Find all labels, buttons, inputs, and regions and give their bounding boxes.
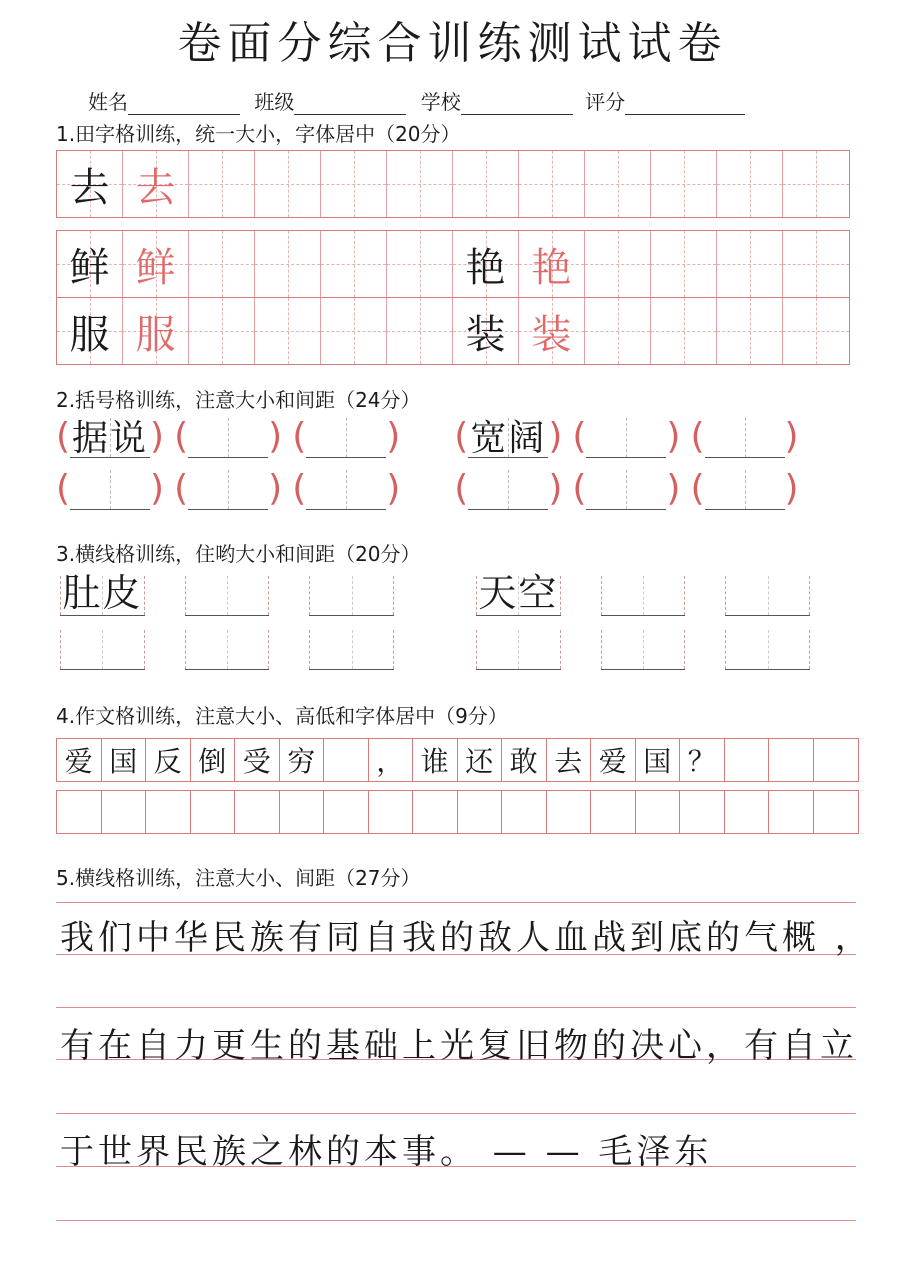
student-info bbox=[88, 86, 745, 115]
composition-cell[interactable] bbox=[591, 791, 636, 833]
close-paren: ) bbox=[150, 415, 165, 457]
hline-row bbox=[60, 572, 850, 616]
tianzige-cell[interactable] bbox=[519, 151, 585, 217]
bracket-cell[interactable] bbox=[572, 414, 680, 458]
practice-character: 艳 bbox=[531, 244, 572, 291]
tianzige-cell[interactable] bbox=[717, 298, 783, 364]
hline-cell[interactable] bbox=[476, 626, 561, 670]
tianzige-cell[interactable] bbox=[321, 298, 387, 364]
hline-cell[interactable] bbox=[309, 626, 394, 670]
tianzige-cell[interactable] bbox=[321, 151, 387, 217]
tianzige-cell[interactable] bbox=[783, 298, 849, 364]
composition-cell[interactable] bbox=[680, 791, 725, 833]
tianzige-cell[interactable] bbox=[651, 151, 717, 217]
open-paren: ( bbox=[690, 415, 705, 457]
close-paren: ) bbox=[386, 467, 401, 509]
open-paren: ( bbox=[292, 415, 307, 457]
tianzige-cell[interactable] bbox=[453, 298, 519, 364]
hline-cell[interactable] bbox=[185, 572, 270, 616]
practice-character: 服 bbox=[69, 311, 110, 358]
tianzige-grid-1 bbox=[56, 150, 850, 218]
practice-character: 装 bbox=[531, 311, 572, 358]
tianzige-cell[interactable] bbox=[189, 231, 255, 297]
bracket-cell[interactable] bbox=[292, 466, 400, 510]
bracket-word: 宽阔 bbox=[470, 418, 547, 459]
tianzige-cell[interactable] bbox=[453, 151, 519, 217]
tianzige-cell[interactable] bbox=[651, 298, 717, 364]
bracket-box bbox=[188, 414, 268, 458]
practice-character: 艳 bbox=[465, 244, 506, 291]
name-field[interactable] bbox=[128, 90, 240, 115]
tianzige-cell[interactable] bbox=[783, 151, 849, 217]
tianzige-cell[interactable] bbox=[57, 151, 123, 217]
class-label: 班级 bbox=[254, 90, 295, 114]
tianzige-cell[interactable] bbox=[453, 231, 519, 297]
bracket-cell[interactable] bbox=[454, 466, 562, 510]
tianzige-cell[interactable] bbox=[321, 231, 387, 297]
bracket-box bbox=[468, 414, 548, 458]
bracket-cell[interactable] bbox=[56, 466, 164, 510]
tianzige-cell[interactable] bbox=[189, 151, 255, 217]
close-paren: ) bbox=[150, 467, 165, 509]
composition-grid-row-1 bbox=[56, 738, 859, 782]
essay-line bbox=[56, 1220, 856, 1221]
composition-cell[interactable]: 反 bbox=[146, 739, 191, 781]
section-4-heading: 4.作文格训练，注意大小、高低和字体居中（9分） bbox=[56, 704, 508, 728]
composition-cell[interactable]: 倒 bbox=[191, 739, 236, 781]
composition-cell[interactable]: 国 bbox=[636, 739, 681, 781]
composition-cell[interactable] bbox=[725, 739, 770, 781]
close-paren: ) bbox=[666, 415, 681, 457]
close-paren: ) bbox=[666, 467, 681, 509]
bracket-box bbox=[586, 414, 666, 458]
composition-cell[interactable] bbox=[146, 791, 191, 833]
composition-cell[interactable]: 爱 bbox=[591, 739, 636, 781]
bracket-word: 据说 bbox=[72, 418, 149, 459]
practice-character: 服 bbox=[135, 311, 176, 358]
bracket-box bbox=[306, 414, 386, 458]
tianzige-cell[interactable] bbox=[57, 231, 123, 297]
bracket-box bbox=[306, 466, 386, 510]
open-paren: ( bbox=[572, 415, 587, 457]
hline-word: 肚皮 bbox=[62, 571, 143, 615]
composition-cell[interactable]: 受 bbox=[235, 739, 280, 781]
tianzige-cell[interactable] bbox=[387, 151, 453, 217]
bracket-box bbox=[468, 466, 548, 510]
open-paren: ( bbox=[174, 415, 189, 457]
composition-cell[interactable] bbox=[324, 791, 369, 833]
composition-cell[interactable] bbox=[102, 791, 147, 833]
school-field[interactable] bbox=[461, 90, 573, 115]
tianzige-cell[interactable] bbox=[783, 231, 849, 297]
essay-line-2: 有在自力更生的基础上光复旧物的决心，有自立 bbox=[60, 1026, 858, 1066]
section-5-heading: 5.横线格训练，注意大小、间距（27分） bbox=[56, 866, 421, 890]
composition-cell[interactable]: 国 bbox=[102, 739, 147, 781]
composition-cell[interactable]: 谁 bbox=[413, 739, 458, 781]
close-paren: ) bbox=[548, 415, 563, 457]
tianzige-cell[interactable] bbox=[717, 231, 783, 297]
practice-character: 鲜 bbox=[135, 244, 176, 291]
open-paren: ( bbox=[454, 415, 469, 457]
hline-cell[interactable] bbox=[725, 626, 810, 670]
composition-cell[interactable] bbox=[636, 791, 681, 833]
composition-cell[interactable]: 去 bbox=[547, 739, 592, 781]
composition-cell[interactable] bbox=[413, 791, 458, 833]
composition-cell[interactable] bbox=[280, 791, 325, 833]
tianzige-cell[interactable] bbox=[123, 151, 189, 217]
open-paren: ( bbox=[454, 467, 469, 509]
tianzige-cell[interactable] bbox=[585, 151, 651, 217]
practice-character: 装 bbox=[465, 311, 506, 358]
open-paren: ( bbox=[690, 467, 705, 509]
class-field[interactable] bbox=[294, 90, 406, 115]
composition-cell[interactable] bbox=[502, 791, 547, 833]
composition-cell[interactable]: 还 bbox=[458, 739, 503, 781]
tianzige-grid-2 bbox=[56, 230, 850, 365]
essay-line bbox=[56, 1113, 856, 1114]
composition-cell[interactable]: ， bbox=[369, 739, 414, 781]
essay-line bbox=[56, 1007, 856, 1008]
name-label: 姓名 bbox=[88, 90, 128, 114]
bracket-cell[interactable] bbox=[690, 466, 798, 510]
tianzige-cell[interactable] bbox=[519, 231, 585, 297]
open-paren: ( bbox=[292, 467, 307, 509]
bracket-grid bbox=[56, 414, 856, 518]
close-paren: ) bbox=[268, 415, 283, 457]
score-field[interactable] bbox=[625, 90, 745, 115]
tianzige-cell[interactable] bbox=[585, 231, 651, 297]
composition-cell[interactable] bbox=[725, 791, 770, 833]
composition-cell[interactable] bbox=[57, 791, 102, 833]
composition-cell[interactable]: 穷 bbox=[280, 739, 325, 781]
hline-cell[interactable] bbox=[476, 572, 561, 616]
open-paren: ( bbox=[572, 467, 587, 509]
composition-cell[interactable]: 爱 bbox=[57, 739, 102, 781]
tianzige-cell[interactable] bbox=[123, 231, 189, 297]
composition-cell[interactable] bbox=[769, 791, 814, 833]
hline-word: 天空 bbox=[478, 571, 559, 615]
composition-cell[interactable] bbox=[458, 791, 503, 833]
composition-cell[interactable] bbox=[547, 791, 592, 833]
hline-cell[interactable] bbox=[185, 626, 270, 670]
tianzige-cell[interactable] bbox=[387, 298, 453, 364]
composition-cell[interactable] bbox=[814, 791, 859, 833]
tianzige-cell[interactable] bbox=[189, 298, 255, 364]
section-3-heading: 3.横线格训练，住哟大小和间距（20分） bbox=[56, 542, 421, 566]
section-1-heading: 1.田字格训练，统一大小，字体居中（20分） bbox=[56, 122, 461, 146]
bracket-row bbox=[56, 466, 856, 510]
tianzige-cell[interactable] bbox=[387, 231, 453, 297]
open-paren: ( bbox=[174, 467, 189, 509]
score-label: 评分 bbox=[585, 90, 626, 114]
hline-cell[interactable] bbox=[725, 572, 810, 616]
tianzige-cell[interactable] bbox=[255, 231, 321, 297]
bracket-box bbox=[188, 466, 268, 510]
bracket-row bbox=[56, 414, 856, 458]
composition-cell[interactable] bbox=[191, 791, 236, 833]
bracket-cell[interactable] bbox=[56, 414, 164, 458]
close-paren: ) bbox=[784, 415, 799, 457]
bracket-box bbox=[705, 414, 785, 458]
composition-cell[interactable]: 敢 bbox=[502, 739, 547, 781]
bracket-box bbox=[70, 466, 150, 510]
essay-line-3: 于世界民族之林的本事。 — — 毛泽东 bbox=[60, 1132, 713, 1172]
bracket-cell[interactable] bbox=[292, 414, 400, 458]
essay-line-1: 我们中华民族有同自我的敌人血战到底的气概 ， bbox=[60, 918, 873, 958]
practice-character: 去 bbox=[135, 164, 176, 211]
open-paren: ( bbox=[56, 467, 71, 509]
hline-cell[interactable] bbox=[601, 626, 686, 670]
hline-cell[interactable] bbox=[60, 626, 145, 670]
practice-character: 去 bbox=[69, 164, 110, 211]
tianzige-cell[interactable] bbox=[255, 298, 321, 364]
hline-row bbox=[60, 626, 850, 670]
bracket-box bbox=[70, 414, 150, 458]
tianzige-cell[interactable] bbox=[519, 298, 585, 364]
hline-cell[interactable] bbox=[60, 572, 145, 616]
close-paren: ) bbox=[386, 415, 401, 457]
school-label: 学校 bbox=[420, 90, 461, 114]
hline-cell[interactable] bbox=[601, 572, 686, 616]
composition-cell[interactable] bbox=[769, 739, 814, 781]
page-title: 卷面分综合训练测试试卷 bbox=[177, 18, 728, 69]
tianzige-cell[interactable] bbox=[123, 298, 189, 364]
hline-cell[interactable] bbox=[309, 572, 394, 616]
practice-character: 鲜 bbox=[69, 244, 110, 291]
tianzige-cell[interactable] bbox=[255, 151, 321, 217]
close-paren: ) bbox=[548, 467, 563, 509]
tianzige-cell[interactable] bbox=[585, 298, 651, 364]
bracket-cell[interactable] bbox=[174, 414, 282, 458]
horizontal-line-grid bbox=[60, 572, 850, 680]
tianzige-cell[interactable] bbox=[57, 298, 123, 364]
composition-grid-row-2 bbox=[56, 790, 859, 834]
close-paren: ) bbox=[784, 467, 799, 509]
composition-cell[interactable]: ？ bbox=[680, 739, 725, 781]
tianzige-cell[interactable] bbox=[717, 151, 783, 217]
essay-line bbox=[56, 902, 856, 903]
bracket-cell[interactable] bbox=[174, 466, 282, 510]
bracket-cell[interactable] bbox=[690, 414, 798, 458]
composition-cell[interactable] bbox=[814, 739, 859, 781]
tianzige-cell[interactable] bbox=[651, 231, 717, 297]
bracket-cell[interactable] bbox=[572, 466, 680, 510]
bracket-box bbox=[586, 466, 666, 510]
composition-cell[interactable] bbox=[369, 791, 414, 833]
bracket-box bbox=[705, 466, 785, 510]
close-paren: ) bbox=[268, 467, 283, 509]
composition-cell[interactable] bbox=[235, 791, 280, 833]
composition-cell[interactable] bbox=[324, 739, 369, 781]
bracket-cell[interactable] bbox=[454, 414, 562, 458]
section-2-heading: 2.括号格训练，注意大小和间距（24分） bbox=[56, 388, 421, 412]
open-paren: ( bbox=[56, 415, 71, 457]
